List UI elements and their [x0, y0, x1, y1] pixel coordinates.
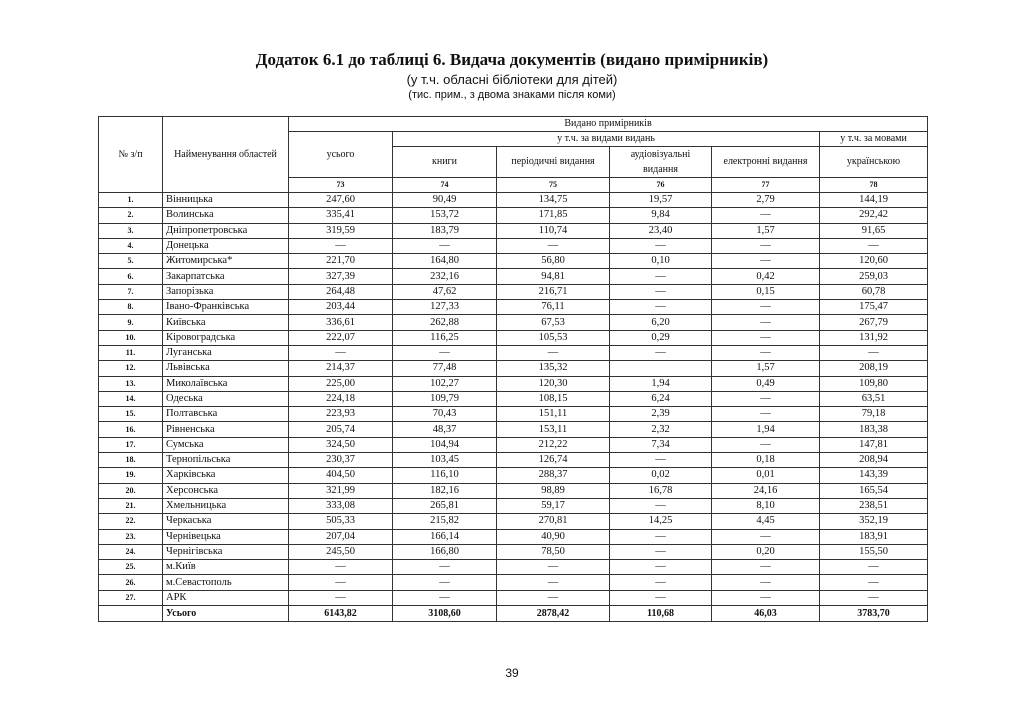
table-cell: —: [712, 391, 820, 406]
table-cell: —: [820, 560, 928, 575]
row-number: 7.: [99, 284, 163, 299]
table-cell: 238,51: [820, 498, 928, 513]
table-cell: 247,60: [289, 193, 393, 208]
table-cell: 102,27: [393, 376, 497, 391]
table-row: [99, 345, 928, 360]
table-cell: —: [289, 560, 393, 575]
table-cell: 91,65: [820, 223, 928, 238]
table-cell: 19,57: [610, 193, 712, 208]
table-cell: 1,57: [712, 223, 820, 238]
total-label: Усього: [163, 606, 289, 622]
region-name: Херсонська: [163, 483, 289, 498]
table-cell: 144,19: [820, 193, 928, 208]
table-cell: 151,11: [497, 407, 610, 422]
region-name: Донецька: [163, 238, 289, 253]
table-cell: 24,16: [712, 483, 820, 498]
column-number: 74: [393, 178, 497, 193]
table-cell: —: [820, 575, 928, 590]
table-cell: 90,49: [393, 193, 497, 208]
table-cell: 0,15: [712, 284, 820, 299]
table-cell: 63,51: [820, 391, 928, 406]
row-number: 23.: [99, 529, 163, 544]
table-row: [99, 391, 928, 406]
row-number: 26.: [99, 575, 163, 590]
table-cell: —: [393, 238, 497, 253]
table-row: [99, 238, 928, 253]
table-cell: 288,37: [497, 468, 610, 483]
total-cell: 6143,82: [289, 606, 393, 622]
table-row: [99, 498, 928, 513]
table-cell: 0,18: [712, 453, 820, 468]
table-cell: 265,81: [393, 498, 497, 513]
table-cell: 1,57: [712, 361, 820, 376]
table-row: [99, 361, 928, 376]
table-cell: —: [610, 345, 712, 360]
row-number: 13.: [99, 376, 163, 391]
row-number: 25.: [99, 560, 163, 575]
table-cell: —: [820, 345, 928, 360]
table-cell: 108,15: [497, 391, 610, 406]
header-by-lang: у т.ч. за мовами: [820, 132, 928, 147]
region-name: Черкаська: [163, 514, 289, 529]
table-cell: 166,80: [393, 544, 497, 559]
row-number: 5.: [99, 254, 163, 269]
region-name: Чернігівська: [163, 544, 289, 559]
header-periodicals: періодичні видання: [497, 147, 610, 178]
table-cell: —: [712, 345, 820, 360]
table-cell: 23,40: [610, 223, 712, 238]
table-cell: —: [712, 590, 820, 605]
table-cell: 208,19: [820, 361, 928, 376]
table-cell: 215,82: [393, 514, 497, 529]
table-row: [99, 193, 928, 208]
header-audiovisual: аудіовізуальні видання: [610, 147, 712, 178]
row-number: 2.: [99, 208, 163, 223]
table-cell: 6,20: [610, 315, 712, 330]
table-cell: 335,41: [289, 208, 393, 223]
table-cell: 230,37: [289, 453, 393, 468]
table-cell: —: [610, 269, 712, 284]
table-cell: 77,48: [393, 361, 497, 376]
row-number: 12.: [99, 361, 163, 376]
table-cell: 404,50: [289, 468, 393, 483]
total-empty-cell: [99, 606, 163, 622]
table-cell: 7,34: [610, 437, 712, 452]
region-name: Луганська: [163, 345, 289, 360]
region-name: Полтавська: [163, 407, 289, 422]
table-row: [99, 590, 928, 605]
table-cell: 208,94: [820, 453, 928, 468]
table-cell: 104,94: [393, 437, 497, 452]
table-row: [99, 254, 928, 269]
table-cell: 0,29: [610, 330, 712, 345]
table-cell: —: [712, 560, 820, 575]
table-cell: —: [289, 590, 393, 605]
table-row: [99, 315, 928, 330]
total-cell: 3783,70: [820, 606, 928, 622]
table-cell: —: [393, 560, 497, 575]
row-number: 4.: [99, 238, 163, 253]
row-number: 18.: [99, 453, 163, 468]
table-cell: 153,11: [497, 422, 610, 437]
table-cell: 47,62: [393, 284, 497, 299]
total-cell: 46,03: [712, 606, 820, 622]
table-header: [99, 117, 928, 193]
table-cell: —: [497, 345, 610, 360]
header-ukrainian: українською: [820, 147, 928, 178]
region-name: Хмельницька: [163, 498, 289, 513]
table-cell: —: [289, 238, 393, 253]
table-cell: —: [610, 284, 712, 299]
table-cell: 131,92: [820, 330, 928, 345]
region-name: АРК: [163, 590, 289, 605]
table-cell: —: [610, 498, 712, 513]
table-row: [99, 514, 928, 529]
table-cell: 127,33: [393, 300, 497, 315]
table-cell: 222,07: [289, 330, 393, 345]
table-cell: —: [712, 254, 820, 269]
table-cell: —: [712, 529, 820, 544]
region-name: Чернівецька: [163, 529, 289, 544]
region-name: Дніпропетровська: [163, 223, 289, 238]
table-cell: —: [712, 407, 820, 422]
page-number: 39: [505, 666, 519, 680]
region-name: Волинська: [163, 208, 289, 223]
table-cell: 327,39: [289, 269, 393, 284]
table-cell: 333,08: [289, 498, 393, 513]
region-name: м.Київ: [163, 560, 289, 575]
table-cell: 171,85: [497, 208, 610, 223]
table-body: [99, 193, 928, 622]
header-issued: Видано примірників: [289, 117, 928, 132]
table-cell: 207,04: [289, 529, 393, 544]
table-cell: 262,88: [393, 315, 497, 330]
table-cell: 126,74: [497, 453, 610, 468]
table-cell: 56,80: [497, 254, 610, 269]
table-cell: 0,02: [610, 468, 712, 483]
table-cell: —: [610, 238, 712, 253]
table-cell: 182,16: [393, 483, 497, 498]
table-cell: 270,81: [497, 514, 610, 529]
total-cell: 2878,42: [497, 606, 610, 622]
row-number: 16.: [99, 422, 163, 437]
row-number: 17.: [99, 437, 163, 452]
table-row: [99, 330, 928, 345]
column-number: 78: [820, 178, 928, 193]
row-number: 8.: [99, 300, 163, 315]
table-cell: —: [289, 575, 393, 590]
table-cell: 0,42: [712, 269, 820, 284]
table-cell: —: [610, 560, 712, 575]
table-cell: —: [610, 590, 712, 605]
table-cell: —: [610, 544, 712, 559]
table-cell: 116,25: [393, 330, 497, 345]
table-cell: —: [820, 590, 928, 605]
table-row: [99, 453, 928, 468]
document-subtitle: (у т.ч. обласні бібліотеки для дітей): [406, 72, 618, 87]
table-cell: 6,24: [610, 391, 712, 406]
table-cell: 135,32: [497, 361, 610, 376]
table-row: [99, 468, 928, 483]
table-cell: 2,39: [610, 407, 712, 422]
table-cell: [610, 361, 712, 376]
table-cell: 321,99: [289, 483, 393, 498]
table-cell: —: [497, 575, 610, 590]
table-row: [99, 376, 928, 391]
table-cell: 232,16: [393, 269, 497, 284]
row-number: 1.: [99, 193, 163, 208]
table-cell: 9,84: [610, 208, 712, 223]
table-cell: 205,74: [289, 422, 393, 437]
table-cell: —: [610, 300, 712, 315]
region-name: Миколаївська: [163, 376, 289, 391]
region-name: Запорізька: [163, 284, 289, 299]
row-number: 14.: [99, 391, 163, 406]
table-cell: 110,74: [497, 223, 610, 238]
table-row: [99, 223, 928, 238]
table-row: [99, 544, 928, 559]
table-cell: 70,43: [393, 407, 497, 422]
table-cell: 143,39: [820, 468, 928, 483]
table-cell: 59,17: [497, 498, 610, 513]
header-electronic: електронні видання: [712, 147, 820, 178]
table-row: [99, 269, 928, 284]
table-cell: 48,37: [393, 422, 497, 437]
row-number: 20.: [99, 483, 163, 498]
table-cell: 183,91: [820, 529, 928, 544]
table-cell: 264,48: [289, 284, 393, 299]
table-cell: 175,47: [820, 300, 928, 315]
total-row: [99, 606, 928, 622]
row-number: 6.: [99, 269, 163, 284]
table-cell: 259,03: [820, 269, 928, 284]
table-cell: 203,44: [289, 300, 393, 315]
table-cell: 324,50: [289, 437, 393, 452]
table-cell: —: [289, 345, 393, 360]
table-row: [99, 560, 928, 575]
region-name: Сумська: [163, 437, 289, 452]
row-number: 10.: [99, 330, 163, 345]
table-cell: 319,59: [289, 223, 393, 238]
table-cell: 103,45: [393, 453, 497, 468]
region-name: Рівненська: [163, 422, 289, 437]
row-number: 11.: [99, 345, 163, 360]
table-row: [99, 529, 928, 544]
table-cell: 216,71: [497, 284, 610, 299]
issuance-table: [98, 116, 928, 622]
table-cell: 245,50: [289, 544, 393, 559]
table-cell: —: [820, 238, 928, 253]
row-number: 21.: [99, 498, 163, 513]
table-cell: 267,79: [820, 315, 928, 330]
table-cell: —: [712, 437, 820, 452]
table-cell: —: [610, 453, 712, 468]
table-row: [99, 422, 928, 437]
row-number: 19.: [99, 468, 163, 483]
table-cell: 166,14: [393, 529, 497, 544]
table-cell: 2,79: [712, 193, 820, 208]
region-name: Вінницька: [163, 193, 289, 208]
region-name: Одеська: [163, 391, 289, 406]
header-by-types: у т.ч. за видами видань: [393, 132, 820, 147]
table-cell: —: [393, 575, 497, 590]
table-cell: 120,30: [497, 376, 610, 391]
table-cell: 505,33: [289, 514, 393, 529]
table-cell: 225,00: [289, 376, 393, 391]
column-number: 73: [289, 178, 393, 193]
table-cell: 116,10: [393, 468, 497, 483]
table-cell: —: [712, 315, 820, 330]
row-number: 3.: [99, 223, 163, 238]
table-cell: 153,72: [393, 208, 497, 223]
table-cell: —: [497, 560, 610, 575]
table-cell: —: [712, 208, 820, 223]
table-row: [99, 284, 928, 299]
region-name: Тернопільська: [163, 453, 289, 468]
region-name: Київська: [163, 315, 289, 330]
table-cell: 120,60: [820, 254, 928, 269]
table-cell: 147,81: [820, 437, 928, 452]
row-number: 27.: [99, 590, 163, 605]
column-number: 76: [610, 178, 712, 193]
region-name: Закарпатська: [163, 269, 289, 284]
table-cell: —: [497, 590, 610, 605]
table-row: [99, 407, 928, 422]
table-cell: —: [712, 238, 820, 253]
table-cell: 76,11: [497, 300, 610, 315]
table-cell: 109,80: [820, 376, 928, 391]
table-cell: 0,10: [610, 254, 712, 269]
total-cell: 3108,60: [393, 606, 497, 622]
row-number: 15.: [99, 407, 163, 422]
table-cell: 165,54: [820, 483, 928, 498]
table-cell: 4,45: [712, 514, 820, 529]
units-note: (тис. прим., з двома знаками після коми): [408, 89, 616, 101]
table-cell: 109,79: [393, 391, 497, 406]
table-cell: —: [610, 575, 712, 590]
table-cell: 1,94: [712, 422, 820, 437]
table-cell: 292,42: [820, 208, 928, 223]
table-cell: 352,19: [820, 514, 928, 529]
table-row: [99, 208, 928, 223]
row-number: 9.: [99, 315, 163, 330]
table-cell: 183,79: [393, 223, 497, 238]
table-cell: 40,90: [497, 529, 610, 544]
table-cell: 2,32: [610, 422, 712, 437]
table-cell: 221,70: [289, 254, 393, 269]
total-cell: 110,68: [610, 606, 712, 622]
table-cell: —: [610, 529, 712, 544]
table-cell: 214,37: [289, 361, 393, 376]
table-cell: 164,80: [393, 254, 497, 269]
table-cell: 78,50: [497, 544, 610, 559]
header-region: Найменування областей: [163, 117, 289, 193]
column-number: 75: [497, 178, 610, 193]
table-cell: 67,53: [497, 315, 610, 330]
table-cell: 16,78: [610, 483, 712, 498]
table-cell: 212,22: [497, 437, 610, 452]
table-row: [99, 483, 928, 498]
table-cell: —: [712, 300, 820, 315]
row-number: 24.: [99, 544, 163, 559]
table-cell: 105,53: [497, 330, 610, 345]
table-cell: 336,61: [289, 315, 393, 330]
table-cell: 134,75: [497, 193, 610, 208]
table-cell: 224,18: [289, 391, 393, 406]
table-cell: 94,81: [497, 269, 610, 284]
table-cell: 0,01: [712, 468, 820, 483]
table-cell: 60,78: [820, 284, 928, 299]
column-number: 77: [712, 178, 820, 193]
table-row: [99, 300, 928, 315]
table-cell: 223,93: [289, 407, 393, 422]
region-name: Львівська: [163, 361, 289, 376]
region-name: Кіровоградська: [163, 330, 289, 345]
table-row: [99, 437, 928, 452]
table-cell: 1,94: [610, 376, 712, 391]
table-cell: 155,50: [820, 544, 928, 559]
region-name: Харківська: [163, 468, 289, 483]
region-name: Івано-Франківська: [163, 300, 289, 315]
table-cell: 98,89: [497, 483, 610, 498]
header-num: № з/п: [99, 117, 163, 193]
table-cell: 0,49: [712, 376, 820, 391]
table-cell: —: [497, 238, 610, 253]
table-cell: —: [393, 590, 497, 605]
table-cell: 79,18: [820, 407, 928, 422]
header-books: книги: [393, 147, 497, 178]
table-cell: —: [712, 330, 820, 345]
document-title: Додаток 6.1 до таблиці 6. Видача документів (видано примірників): [255, 50, 769, 69]
table-cell: 183,38: [820, 422, 928, 437]
header-total: усього: [289, 132, 393, 178]
region-name: м.Севастополь: [163, 575, 289, 590]
region-name: Житомирська*: [163, 254, 289, 269]
table-cell: —: [393, 345, 497, 360]
table-cell: 8,10: [712, 498, 820, 513]
table-row: [99, 575, 928, 590]
row-number: 22.: [99, 514, 163, 529]
table-cell: 14,25: [610, 514, 712, 529]
table-cell: —: [712, 575, 820, 590]
table-cell: 0,20: [712, 544, 820, 559]
